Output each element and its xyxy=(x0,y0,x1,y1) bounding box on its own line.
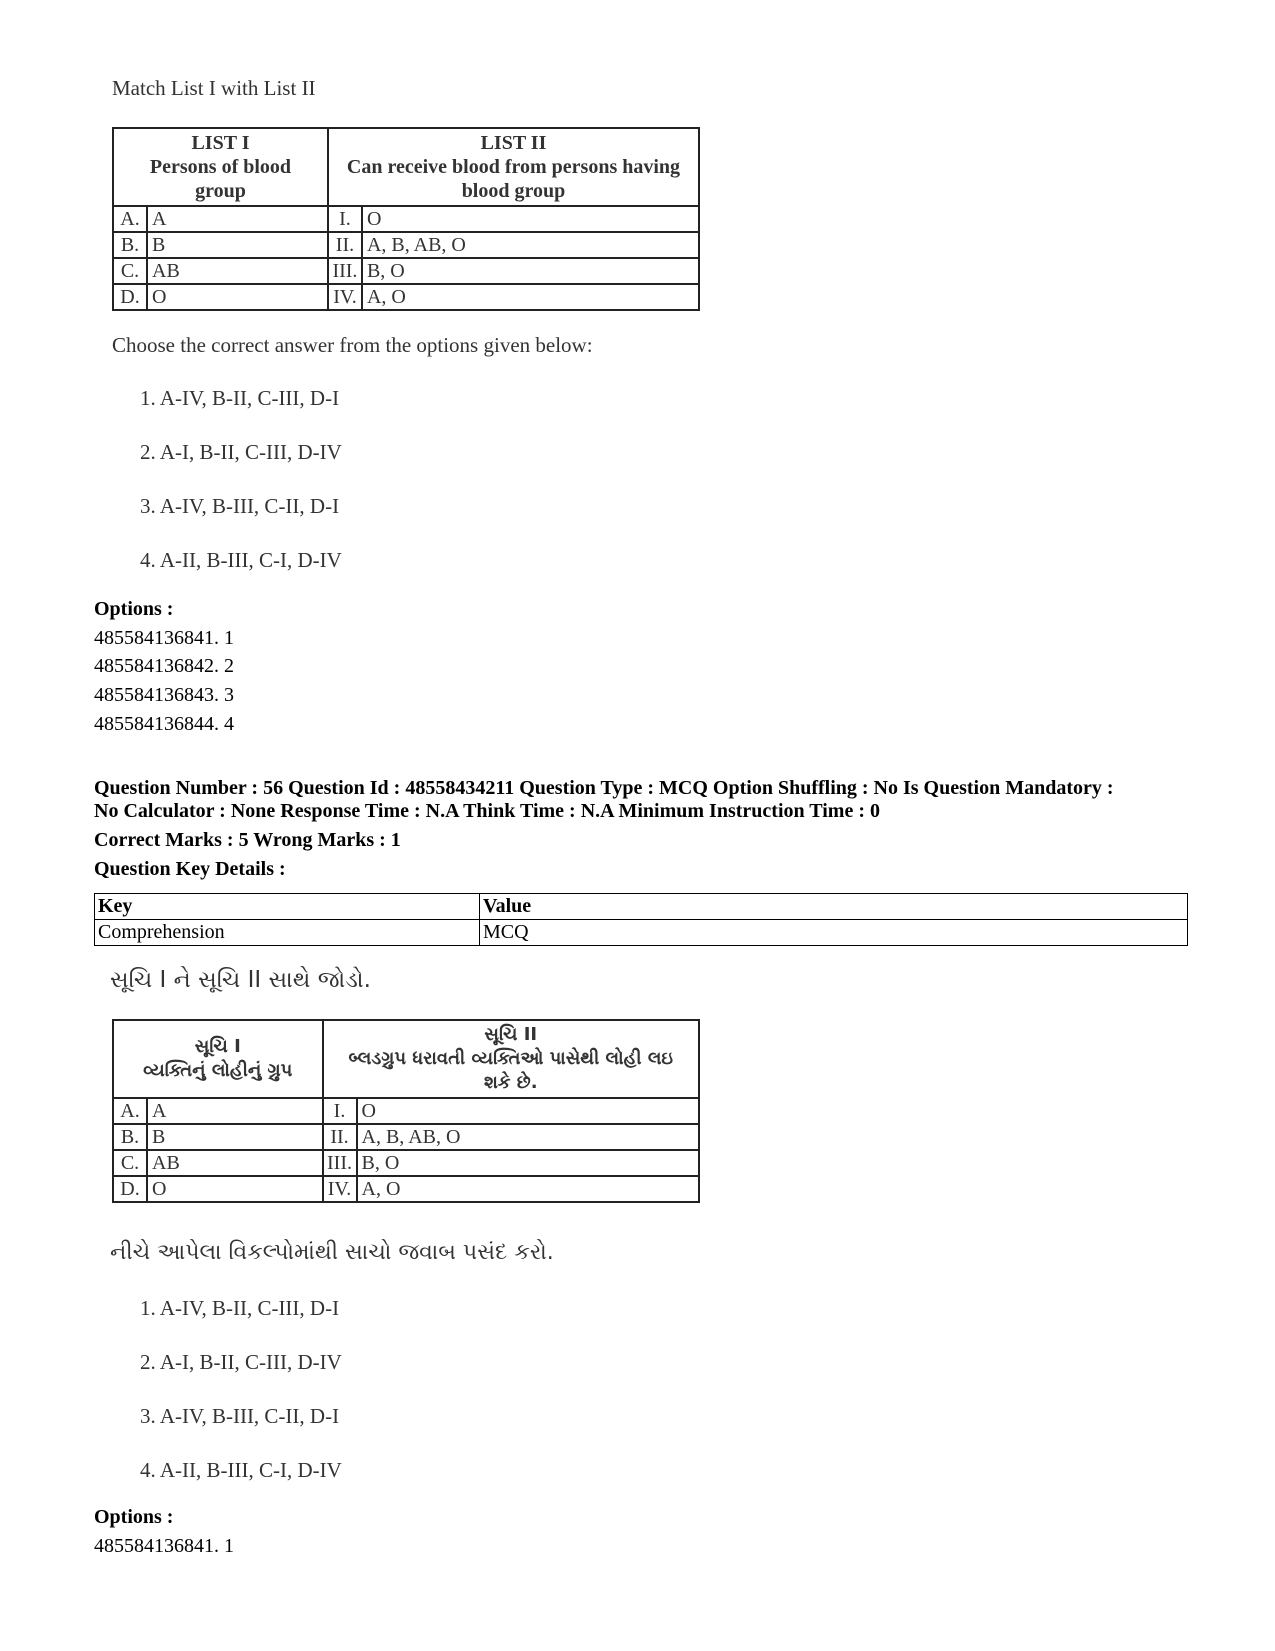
table-row: A. A I. O xyxy=(113,206,699,232)
option-item: 485584136844. 4 xyxy=(94,713,234,735)
key-value-table xyxy=(94,893,1188,946)
instruction-text: Choose the correct answer from the options given below: xyxy=(112,333,593,357)
choice-2: 2. A-I, B-II, C-III, D-IV xyxy=(140,440,342,464)
question-meta-line1: Question Number : 56 Question Id : 48558434211 Question Type : MCQ Option Shuffling : No Is Question Mandatory : xyxy=(94,777,1114,799)
choice-4: 4. A-II, B-III, C-I, D-IV xyxy=(140,548,342,572)
options-label: Options : xyxy=(94,598,174,620)
table-row xyxy=(95,894,1188,920)
table-row: D. O IV. A, O xyxy=(113,284,699,310)
option-item: 485584136843. 3 xyxy=(94,684,234,706)
table-row: Comprehension MCQ xyxy=(95,920,1188,946)
table-row: B. B II. A, B, AB, O xyxy=(113,232,699,258)
choice-2: 2. A-I, B-II, C-III, D-IV xyxy=(140,1350,342,1374)
table-row: A. A I. O xyxy=(113,1098,699,1124)
table-row: D. O IV. A, O xyxy=(113,1176,699,1202)
match-table-gujarati xyxy=(112,1019,700,1203)
match-title: Match List I with List II xyxy=(112,76,316,100)
match-table-english xyxy=(112,127,700,311)
value-header: Value xyxy=(480,894,1188,920)
table-row: B. B II. A, B, AB, O xyxy=(113,1124,699,1150)
list1-header: LIST I Persons of blood group xyxy=(113,128,328,206)
marks-line: Correct Marks : 5 Wrong Marks : 1 xyxy=(94,829,401,851)
table-row: C. AB III. B, O xyxy=(113,258,699,284)
choice-1: 1. A-IV, B-II, C-III, D-I xyxy=(140,1296,340,1320)
choice-3: 3. A-IV, B-III, C-II, D-I xyxy=(140,1404,340,1428)
question-meta-line2: No Calculator : None Response Time : N.A Think Time : N.A Minimum Instruction Time : 0 xyxy=(94,800,880,822)
choice-4: 4. A-II, B-III, C-I, D-IV xyxy=(140,1458,342,1482)
choice-3: 3. A-IV, B-III, C-II, D-I xyxy=(140,494,340,518)
match-title-gujarati: સૂચિ I ને સૂચિ II સાથે જોડો. xyxy=(110,967,371,993)
list1-header: સૂચિ I વ્યક્તિનું લોહીનું ગ્રુપ xyxy=(113,1020,323,1098)
key-header: Key xyxy=(95,894,480,920)
choice-1: 1. A-IV, B-II, C-III, D-I xyxy=(140,386,340,410)
instruction-text-gujarati: નીચે આપેલા વિકલ્પોમાંથી સાચો જવાબ પસંદ કરો. xyxy=(110,1240,554,1265)
option-item: 485584136841. 1 xyxy=(94,627,234,649)
options-label: Options : xyxy=(94,1506,174,1528)
list2-header: સૂચિ II બ્લડગ્રુપ ધરાવતી વ્યક્તિઓ પાસેથી લોહી લઇ શકે છે. xyxy=(323,1020,699,1098)
option-item: 485584136842. 2 xyxy=(94,655,234,677)
table-row: C. AB III. B, O xyxy=(113,1150,699,1176)
list2-header: LIST II Can receive blood from persons having blood group xyxy=(328,128,699,206)
option-item: 485584136841. 1 xyxy=(94,1535,234,1557)
key-details-label: Question Key Details : xyxy=(94,858,286,880)
